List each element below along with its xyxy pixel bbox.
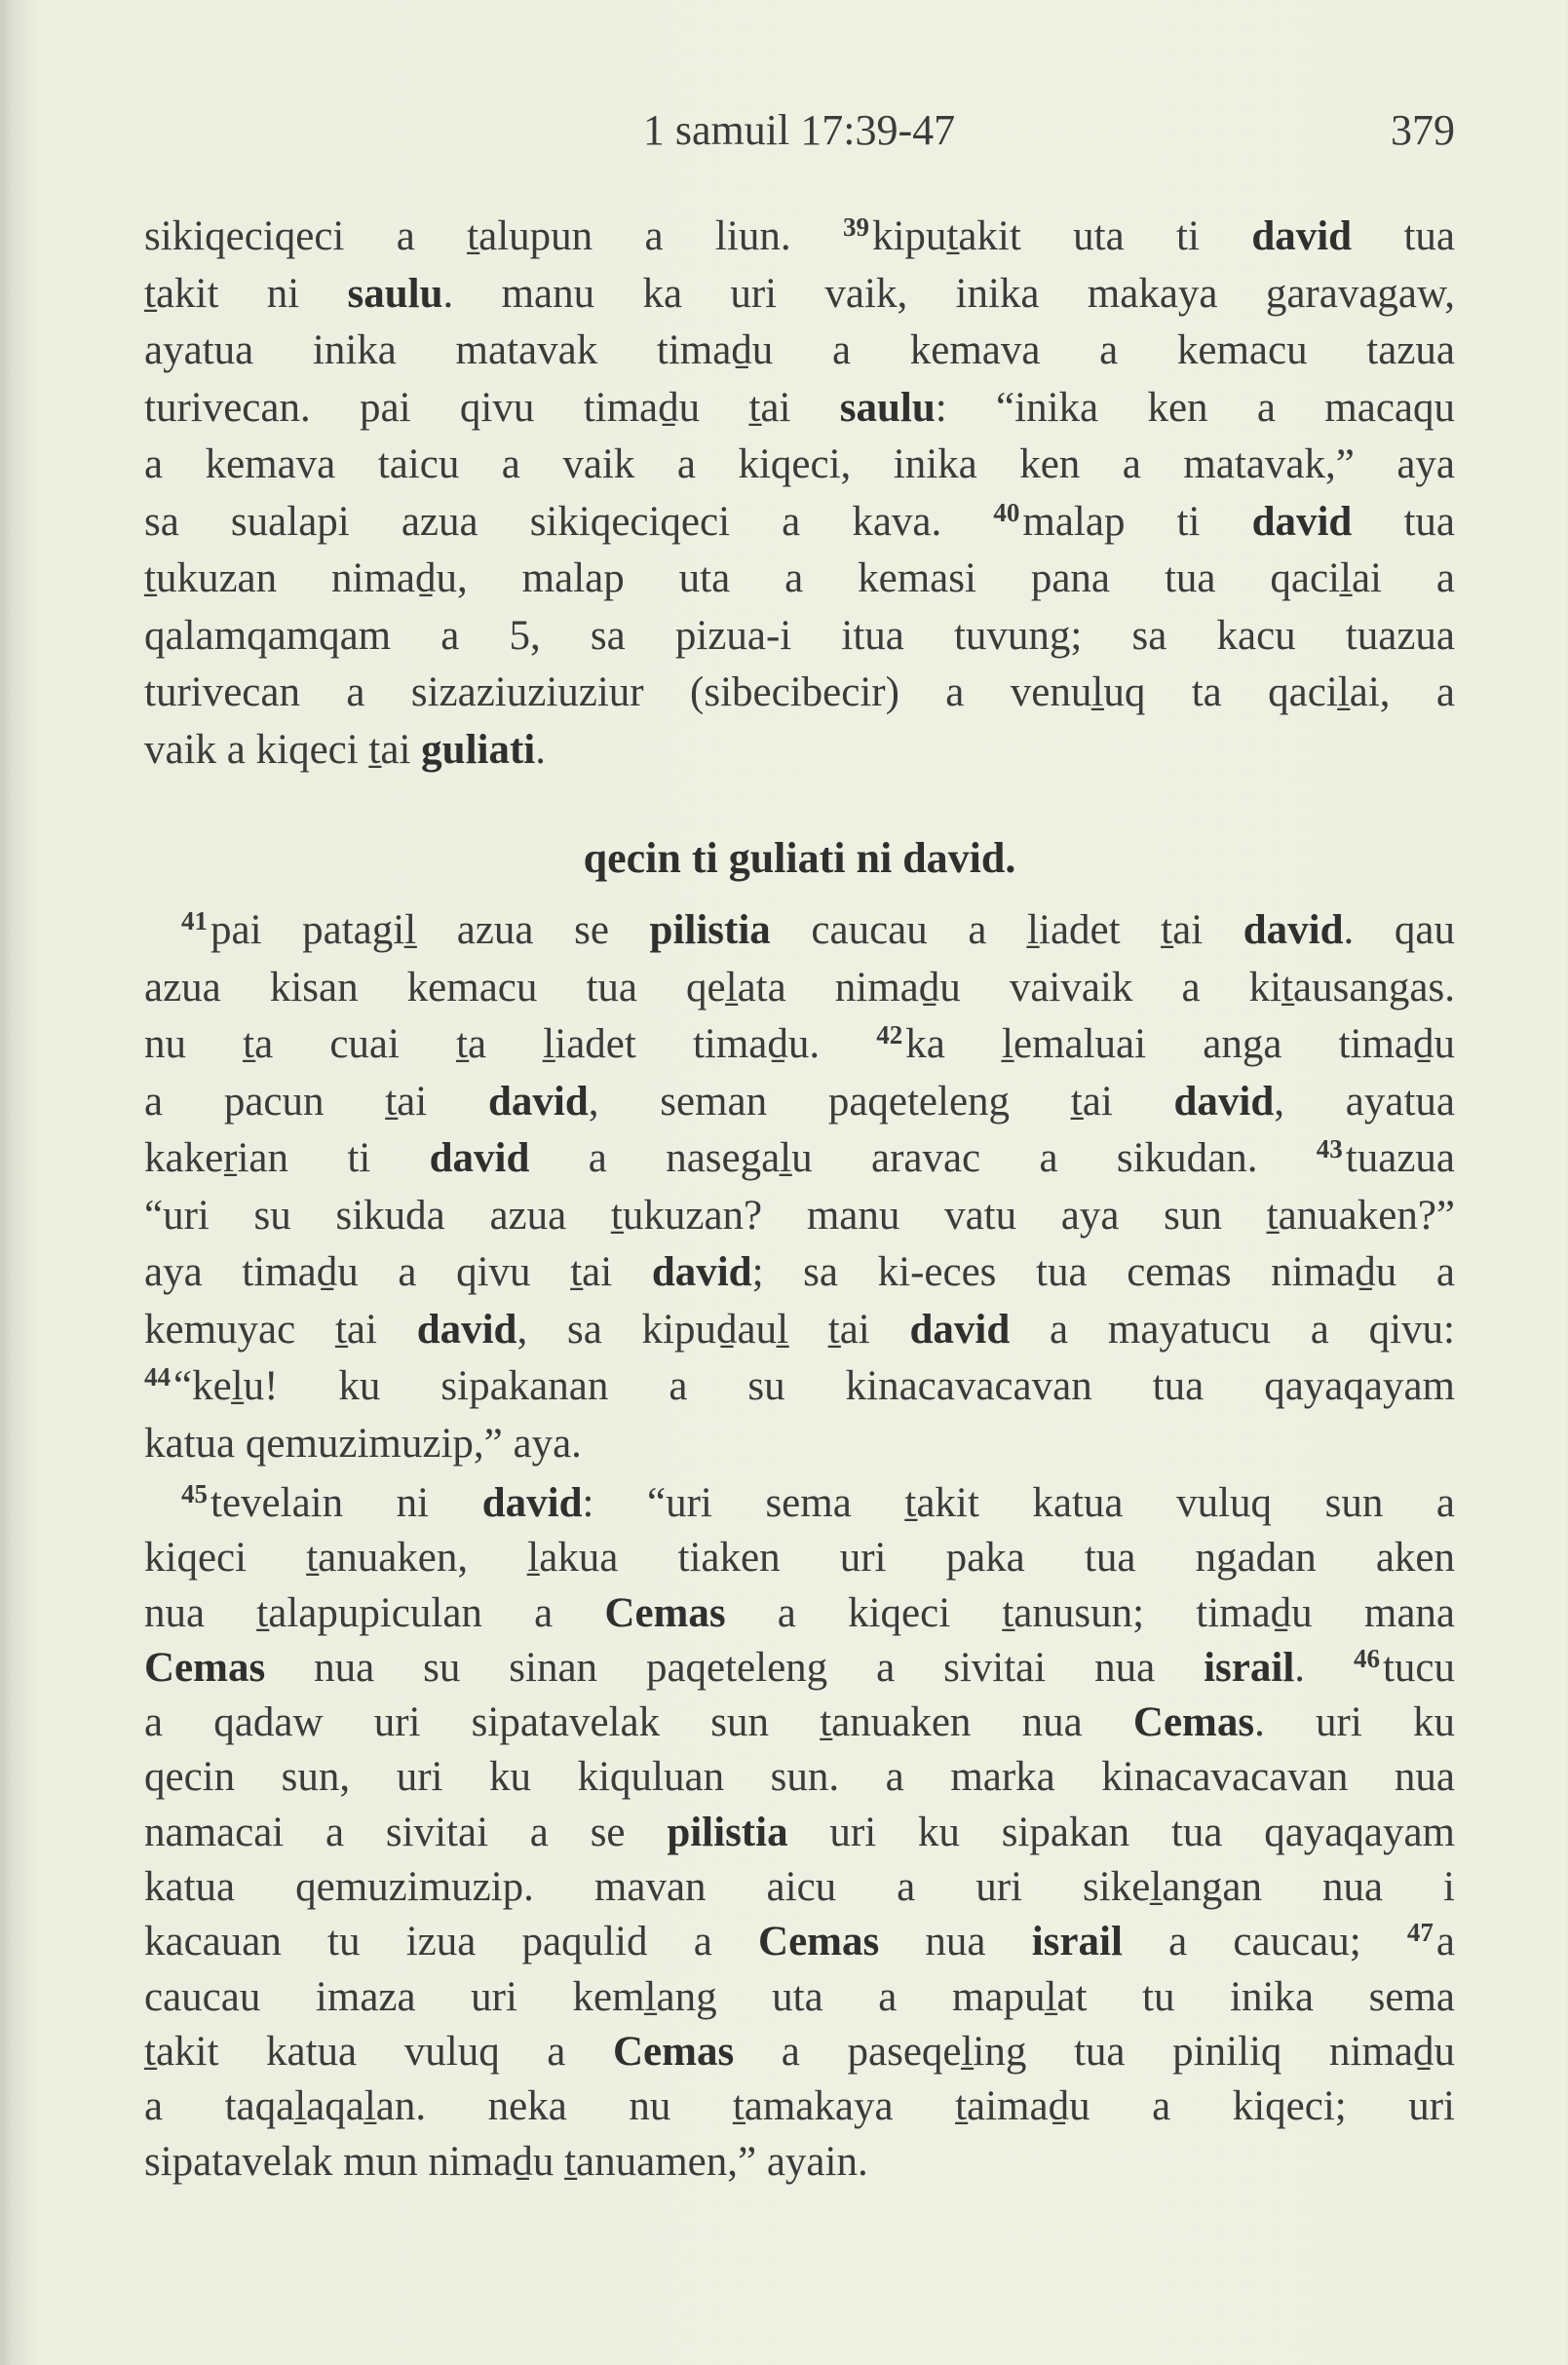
- text-run: turivecan a sizaziuziuziur (sibecibecir) a venuḻuq ta qaciḻai, a: [144, 669, 1455, 715]
- text-run: “keḻu! ku sipakanan a su kinacavacavan tua qayaqayam: [173, 1363, 1455, 1409]
- verse-number: 41: [181, 906, 208, 935]
- bold-name: pilistia: [649, 907, 771, 953]
- paragraph-verses-39-40: [144, 209, 1455, 779]
- text-line: [144, 323, 1455, 380]
- text-run: malap ti: [1022, 498, 1252, 545]
- text-run: ka ḻemaluai anga timaḏu: [905, 1021, 1455, 1067]
- bold-name: Cemas: [613, 2028, 735, 2075]
- text-line: [144, 1750, 1455, 1805]
- text-run: a kiqeci ṯanusun; timaḏu mana: [725, 1589, 1456, 1636]
- bold-name: saulu: [347, 270, 443, 317]
- bold-name: Cemas: [1132, 1699, 1255, 1746]
- text-run: kakeṟian ti: [144, 1135, 430, 1181]
- text-line: [144, 665, 1455, 722]
- text-run: ṯakit ni: [144, 270, 348, 317]
- text-line: [144, 1244, 1455, 1302]
- text-run: pai patagiḻ azua se: [210, 907, 650, 953]
- text-line: [144, 1696, 1455, 1750]
- text-run: tevelain ni: [210, 1480, 482, 1526]
- text-run: kipuṯakit uta ti: [871, 213, 1252, 259]
- text-line: [144, 209, 1455, 266]
- text-run: a nasegaḻu aravac a sikudan.: [529, 1135, 1317, 1181]
- text-run: kemuyac ṯai: [144, 1306, 417, 1353]
- bold-name: david: [1251, 498, 1353, 545]
- text-run: nua: [879, 1919, 1032, 1965]
- text-run: a: [1435, 1919, 1455, 1965]
- verse-number: 42: [876, 1020, 903, 1049]
- text-line: [144, 608, 1455, 666]
- text-line: [144, 1016, 1455, 1074]
- text-run: aya timaḏu a qivu ṯai: [144, 1249, 652, 1295]
- text-run: tua: [1352, 213, 1455, 259]
- text-run: , ayatua: [1274, 1078, 1455, 1125]
- running-title: 1 samuil 17:39-47: [642, 106, 956, 154]
- text-line: [144, 1531, 1455, 1585]
- text-run: sa sualapi azua sikiqeciqeci a kava.: [144, 498, 994, 545]
- bold-name: david: [909, 1306, 1011, 1353]
- text-run: turivecan. pai qivu timaḏu ṯai: [144, 384, 840, 431]
- text-line: [144, 1860, 1455, 1915]
- text-run: a mayatucu a qivu:: [1010, 1306, 1455, 1353]
- text-line: [144, 437, 1455, 494]
- text-run: nua su sinan paqeteleng a sivitai nua: [265, 1644, 1205, 1691]
- verse-number: 45: [181, 1479, 208, 1508]
- text-run: a kemava taicu a vaik a kiqeci, inika ken a matavak,” aya: [144, 441, 1455, 487]
- verse-number: 39: [842, 212, 869, 242]
- text-line: [144, 380, 1455, 438]
- text-line: [144, 960, 1455, 1017]
- verse-number: 43: [1316, 1134, 1343, 1163]
- text-run: caucau a ḻiadet ṯai: [770, 907, 1243, 953]
- text-line: [144, 1915, 1455, 1969]
- bold-name: david: [651, 1249, 752, 1295]
- text-run: ṯakit katua vuluq a: [144, 2028, 613, 2075]
- text-run: namacai a sivitai a se: [144, 1809, 668, 1855]
- text-run: qalamqamqam a 5, sa pizua-i itua tuvung; sa kacu tuazua: [144, 612, 1455, 659]
- text-run: . manu ka uri vaik, inika makaya garavagaw,: [442, 270, 1456, 317]
- bold-name: Cemas: [604, 1589, 726, 1636]
- text-line: [144, 1586, 1455, 1641]
- text-line: [144, 1476, 1455, 1531]
- verse-number: 46: [1353, 1643, 1380, 1673]
- text-run: azua kisan kemacu tua qeḻata nimaḏu vaivaik a kiṯausangas.: [144, 964, 1455, 1011]
- text-line: [144, 1074, 1455, 1131]
- text-run: qecin sun, uri ku kiquluan sun. a marka kinacavacavan nua: [144, 1754, 1455, 1801]
- bold-name: guliati: [421, 726, 536, 773]
- text-run: caucau imaza uri kemḻang uta a mapuḻat tu inika sema: [144, 1973, 1455, 2020]
- text-run: kacauan tu izua paqulid a: [144, 1919, 759, 1965]
- page-number: 379: [1391, 106, 1455, 154]
- bold-name: david: [487, 1078, 589, 1125]
- bold-name: david: [1173, 1078, 1275, 1125]
- text-run: a taqaḻaqaḻan. neka nu ṯamakaya ṯaimaḏu a kiqeci; uri: [144, 2083, 1455, 2130]
- text-run: . qau: [1343, 907, 1455, 953]
- text-line: [144, 551, 1455, 608]
- text-line: [144, 1302, 1455, 1359]
- bold-name: israil: [1204, 1644, 1295, 1691]
- text-line: [144, 2025, 1455, 2079]
- text-line: [144, 1970, 1455, 2025]
- bold-name: david: [416, 1306, 517, 1353]
- text-run: katua qemuzimuzip,” aya.: [144, 1420, 582, 1467]
- text-run: : “inika ken a macaqu: [935, 384, 1455, 431]
- text-run: .: [1294, 1644, 1354, 1691]
- text-run: tuazua: [1345, 1135, 1455, 1181]
- text-run: , sa kipuḏauḻ ṯai: [516, 1306, 910, 1353]
- text-run: a qadaw uri sipatavelak sun ṯanuaken nua: [144, 1699, 1133, 1746]
- text-line: [144, 2135, 1455, 2190]
- verse-number: 40: [993, 497, 1020, 527]
- text-run: : “uri sema ṯakit katua vuluq sun a: [582, 1480, 1455, 1526]
- text-run: .: [535, 726, 546, 773]
- text-line: [144, 2079, 1455, 2134]
- text-run: a caucau;: [1122, 1919, 1407, 1965]
- verse-number: 47: [1406, 1918, 1434, 1948]
- paragraph-verses-45-47: [144, 1476, 1455, 2190]
- text-run: a pacun ṯai: [144, 1078, 488, 1125]
- text-line: [144, 494, 1455, 552]
- text-run: ṯukuzan nimaḏu, malap uta a kemasi pana tua qaciḻai a: [144, 555, 1455, 601]
- text-line: [144, 1358, 1455, 1416]
- text-line: [144, 1130, 1455, 1188]
- text-run: kiqeci ṯanuaken, ḻakua tiaken uri paka tua ngadan aken: [144, 1535, 1455, 1582]
- text-run: tua: [1352, 498, 1455, 545]
- text-line: [144, 266, 1455, 324]
- text-line: [144, 1188, 1455, 1245]
- verse-number: 44: [144, 1362, 171, 1392]
- bold-name: israil: [1031, 1919, 1123, 1965]
- text-run: a paseqeḻing tua piniliq nimaḏu: [734, 2028, 1455, 2075]
- text-run: . uri ku: [1254, 1699, 1455, 1746]
- text-line: [144, 722, 1455, 780]
- section-heading: qecin ti guliati ni david.: [583, 834, 1016, 882]
- bold-name: pilistia: [667, 1809, 788, 1855]
- text-run: ayatua inika matavak timaḏu a kemava a kemacu tazua: [144, 327, 1455, 373]
- bold-name: david: [429, 1135, 530, 1181]
- text-run: , seman paqeteleng ṯai: [588, 1078, 1174, 1125]
- bold-name: Cemas: [758, 1919, 880, 1965]
- text-line: [144, 902, 1455, 960]
- bold-name: Cemas: [144, 1644, 266, 1691]
- text-run: tucu: [1382, 1644, 1455, 1691]
- text-run: nua ṯalapupiculan a: [144, 1589, 605, 1636]
- bold-name: saulu: [839, 384, 936, 431]
- text-run: nu ṯa cuai ṯa ḻiadet timaḏu.: [144, 1021, 877, 1067]
- bold-name: david: [1251, 213, 1353, 259]
- text-run: vaik a kiqeci ṯai: [144, 726, 422, 773]
- text-run: sikiqeciqeci a ṯalupun a liun.: [144, 213, 843, 259]
- bold-name: david: [1243, 907, 1344, 953]
- text-run: katua qemuzimuzip. mavan aicu a uri sikeḻangan nua i: [144, 1864, 1455, 1911]
- text-run: uri ku sipakan tua qayaqayam: [787, 1809, 1455, 1855]
- text-run: “uri su sikuda azua ṯukuzan? manu vatu aya sun ṯanuaken?”: [144, 1192, 1455, 1239]
- text-line: [144, 1641, 1455, 1696]
- text-run: ; sa ki-eces tua cemas nimaḏu a: [751, 1249, 1455, 1295]
- text-line: [144, 1416, 1455, 1473]
- paragraph-verses-41-44: [144, 902, 1455, 1472]
- bold-name: david: [481, 1480, 583, 1526]
- text-run: sipatavelak mun nimaḏu ṯanuamen,” ayain.: [144, 2138, 868, 2185]
- text-line: [144, 1806, 1455, 1860]
